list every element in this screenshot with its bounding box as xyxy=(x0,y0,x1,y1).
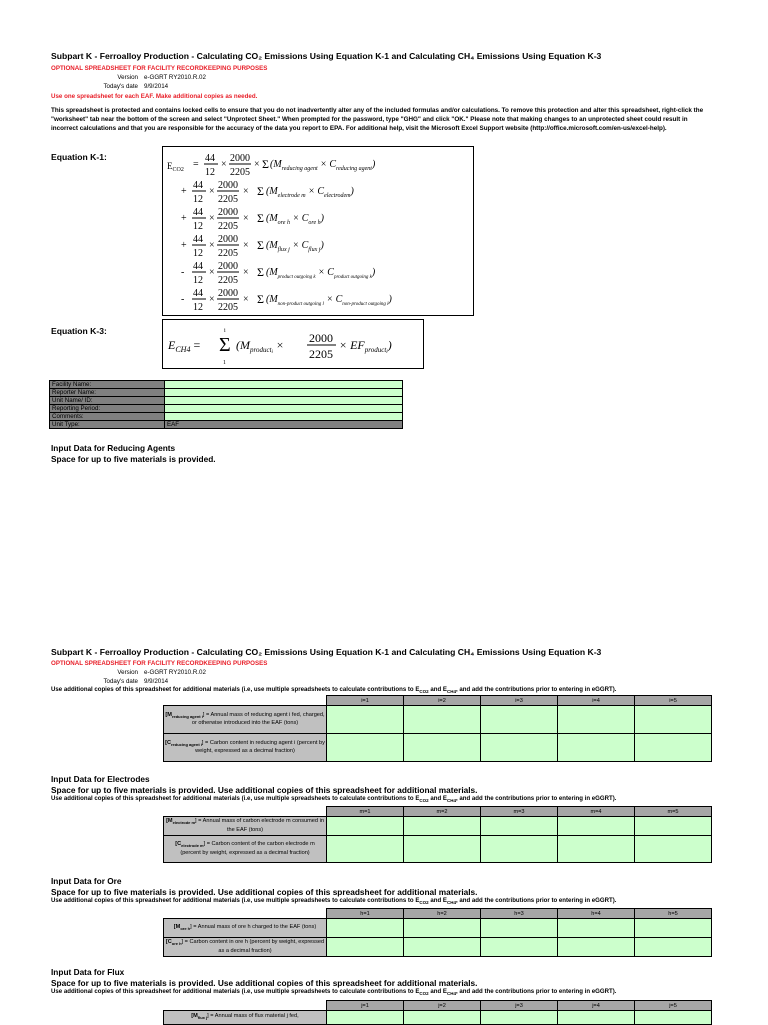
svg-text:44: 44 xyxy=(193,207,203,218)
column-header: h=2 xyxy=(404,909,481,919)
use-note: Use additional copies of this spreadsheet for additional materials (i.e, use multiple spreadsheets to calculate contributions to $E_{CO2}$ and $E_{CH4}$, and add the contributions prior to entering in eGGRT). xyxy=(51,988,617,997)
svg-text:44: 44 xyxy=(193,180,203,191)
reducing-heading: Input Data for Reducing Agents xyxy=(51,443,176,453)
input-cell[interactable] xyxy=(481,706,558,734)
input-cell[interactable] xyxy=(327,817,404,836)
svg-text:(Mreducing agent × Creducing a: $(M_{reducing agent} \times C_{reducing agent})$ xyxy=(270,159,376,172)
svg-text:2000: 2000 xyxy=(218,288,238,299)
svg-text:2205: 2205 xyxy=(218,275,238,286)
svg-text:×: × xyxy=(209,186,215,197)
svg-text:+: + xyxy=(181,213,187,224)
input-cell[interactable] xyxy=(327,836,404,863)
reducing-agent-table xyxy=(163,695,712,762)
svg-text:12: 12 xyxy=(205,167,215,178)
input-cell[interactable] xyxy=(481,734,558,762)
svg-text:12: 12 xyxy=(193,221,203,232)
svg-text:Σ: Σ xyxy=(257,265,264,279)
table-row xyxy=(164,836,712,863)
page2-version-value: e-GGRT RY2010.R.02 xyxy=(144,669,206,676)
column-header: h=3 xyxy=(481,909,558,919)
svg-text:12: 12 xyxy=(193,275,203,286)
svg-text:12: 12 xyxy=(193,194,203,205)
input-cell[interactable] xyxy=(327,1011,404,1025)
svg-text:×: × xyxy=(221,159,227,170)
electrodes-subheading: Space for up to five materials is provided. Use additional copies of this spreadsheet for additional materials. xyxy=(51,785,478,795)
table-row xyxy=(164,919,712,938)
date-line xyxy=(51,83,168,90)
table-row xyxy=(164,706,712,734)
use-note: Use additional copies of this spreadsheet for additional materials (i.e, use multiple spreadsheets to calculate contributions to $E_{CO2}$ and $E_{CH4}$, and add the contributions prior to entering in eGGRT). xyxy=(51,897,617,906)
column-header: i=3 xyxy=(481,696,558,706)
input-cell[interactable] xyxy=(404,938,481,957)
svg-text:2000: 2000 xyxy=(218,207,238,218)
column-header: m=4 xyxy=(558,807,635,817)
column-header: i=2 xyxy=(404,696,481,706)
row-description: $[M_{ore h}]$ = Annual mass of ore h charged to the EAF (tons) xyxy=(164,919,327,938)
unit-type-label: Unit Type: xyxy=(50,421,165,429)
column-header: j=5 xyxy=(635,1001,712,1011)
equation-k1-box xyxy=(162,146,474,316)
svg-text:(Mflux j × Cflux j): $(M_{flux j} \times C_{flux j})$ xyxy=(266,240,324,253)
equation-k3-formula xyxy=(163,320,423,368)
svg-text:Σ: Σ xyxy=(219,334,231,356)
facility-row xyxy=(50,381,403,389)
svg-text:44: 44 xyxy=(193,288,203,299)
version-line xyxy=(51,74,206,81)
svg-text:×: × xyxy=(243,294,249,305)
svg-text:Σ: Σ xyxy=(262,157,269,171)
svg-text:(Melectrode m × Celectrodem): $(M_{electrode m} \times C_{electrodem})$ xyxy=(266,186,354,199)
input-cell[interactable] xyxy=(481,836,558,863)
optional-note: OPTIONAL SPREADSHEET FOR FACILITY RECORDKEEPING PURPOSES xyxy=(51,65,268,72)
input-cell[interactable] xyxy=(404,836,481,863)
row-description: $[M_{reducing agent i}]$ = Annual mass of reducing agent i fed, charged, or otherwise introduced into the EAF (tons) xyxy=(164,706,327,734)
svg-text:×: × xyxy=(209,294,215,305)
input-cell[interactable] xyxy=(327,919,404,938)
svg-text:1: 1 xyxy=(223,360,226,366)
column-header: m=2 xyxy=(404,807,481,817)
column-header: h=4 xyxy=(558,909,635,919)
svg-text:+: + xyxy=(181,186,187,197)
input-cell[interactable] xyxy=(635,817,712,836)
input-cell[interactable] xyxy=(635,836,712,863)
column-header: i=1 xyxy=(327,696,404,706)
page2-version-line xyxy=(51,669,206,676)
column-header: j=1 xyxy=(327,1001,404,1011)
svg-text:Σ: Σ xyxy=(257,292,264,306)
input-cell[interactable] xyxy=(327,938,404,957)
svg-text:=: = xyxy=(193,159,199,170)
input-cell[interactable] xyxy=(558,919,635,938)
equation-k3-box xyxy=(162,319,424,369)
input-cell[interactable] xyxy=(558,938,635,957)
reporting-period-input[interactable] xyxy=(165,405,403,413)
column-header: h=5 xyxy=(635,909,712,919)
facility-name-input[interactable] xyxy=(165,381,403,389)
svg-text:2205: 2205 xyxy=(218,194,238,205)
svg-text:-: - xyxy=(181,267,185,278)
ore-table xyxy=(163,908,712,957)
page2-version-label: Version xyxy=(117,669,138,676)
svg-text:2205: 2205 xyxy=(230,167,250,178)
version-value: e-GGRT RY2010.R.02 xyxy=(144,74,206,81)
svg-text:×: × xyxy=(209,267,215,278)
row-description: $[M_{electrode m}]$ = Annual mass of carbon electrode m consumed in the EAF (tons) xyxy=(164,817,327,836)
facility-row xyxy=(50,405,403,413)
date-value: 9/9/2014 xyxy=(144,83,169,90)
comments-label: Comments: xyxy=(50,413,165,421)
svg-text:× EFproducti): × $EF_{product}i$) xyxy=(339,338,392,355)
svg-text:×: × xyxy=(243,267,249,278)
version-label: Version xyxy=(117,74,138,81)
input-cell[interactable] xyxy=(327,734,404,762)
use-note: Use additional copies of this spreadsheet for additional materials (i.e, use multiple spreadsheets to calculate contributions to $E_{CO2}$ and $E_{CH4}$, and add the contributions prior to entering in eGGRT). xyxy=(51,686,617,695)
input-cell[interactable] xyxy=(481,1011,558,1025)
equation-k1-formula xyxy=(163,147,473,315)
svg-text:(Mproduct outgoing k × Cproduc: $(M_{product outgoing k} \times C_{product outgoing k})$ xyxy=(266,267,376,280)
column-header: i=4 xyxy=(558,696,635,706)
input-cell[interactable] xyxy=(404,817,481,836)
column-header: m=3 xyxy=(481,807,558,817)
input-cell[interactable] xyxy=(404,1011,481,1025)
facility-name-label: Facility Name: xyxy=(50,381,165,389)
svg-text:2000: 2000 xyxy=(309,331,333,345)
input-cell[interactable] xyxy=(481,817,558,836)
svg-text:44: 44 xyxy=(193,234,203,245)
facility-row xyxy=(50,413,403,421)
unit-type-value: EAF xyxy=(165,421,403,429)
svg-text:44: 44 xyxy=(193,261,203,272)
svg-text:2205: 2205 xyxy=(218,302,238,313)
svg-text:×: × xyxy=(209,240,215,251)
svg-text:2205: 2205 xyxy=(218,221,238,232)
electrode-table xyxy=(163,806,712,863)
column-header: h=1 xyxy=(327,909,404,919)
page-title: Subpart K - Ferroalloy Production - Calculating CO₂ Emissions Using Equation K-1 and Calculating CH₄ Emissions Using Equation K-3 xyxy=(51,51,602,61)
page2-date-label: Today's date xyxy=(103,678,138,685)
column-header: m=1 xyxy=(327,807,404,817)
input-cell[interactable] xyxy=(558,1011,635,1025)
equation-k3-label: Equation K-3: xyxy=(51,326,107,336)
svg-text:Σ: Σ xyxy=(257,238,264,252)
input-cell[interactable] xyxy=(558,706,635,734)
svg-text:(Mnon-product outgoing l × Cno: $(M_{non-product outgoing l} \times C_{non-product outgoing l})$ xyxy=(266,294,392,307)
table-row xyxy=(164,817,712,836)
svg-text:2000: 2000 xyxy=(218,261,238,272)
column-header: j=4 xyxy=(558,1001,635,1011)
page2-date-value: 9/9/2014 xyxy=(144,678,169,685)
facility-row xyxy=(50,389,403,397)
svg-text:2000: 2000 xyxy=(218,180,238,191)
input-cell[interactable] xyxy=(404,919,481,938)
ore-subheading: Space for up to five materials is provided. Use additional copies of this spreadsheet for additional materials. xyxy=(51,887,478,897)
svg-text:(More h × Core h): $(M_{ore h} \times C_{ore h})$ xyxy=(266,213,324,226)
svg-text:×: × xyxy=(243,240,249,251)
row-description: $[C_{ore h}]$ = Carbon content in ore h (percent by weight, expressed as a decimal fraction) xyxy=(164,938,327,957)
svg-text:Σ: Σ xyxy=(257,184,264,198)
facility-row xyxy=(50,397,403,405)
input-cell[interactable] xyxy=(558,836,635,863)
svg-text:×: × xyxy=(243,186,249,197)
svg-text:44: 44 xyxy=(205,153,215,164)
svg-text:2205: 2205 xyxy=(309,347,333,361)
comments-input[interactable] xyxy=(165,413,403,421)
input-cell[interactable] xyxy=(635,938,712,957)
column-header: j=3 xyxy=(481,1001,558,1011)
table-row xyxy=(164,1011,712,1025)
unit-name-label: Unit Name/ ID: xyxy=(50,397,165,405)
column-header: j=2 xyxy=(404,1001,481,1011)
input-cell[interactable] xyxy=(558,734,635,762)
svg-text:Σ: Σ xyxy=(257,211,264,225)
input-cell[interactable] xyxy=(327,706,404,734)
use-note: Use additional copies of this spreadsheet for additional materials (i.e, use multiple spreadsheets to calculate contributions to $E_{CO2}$ and $E_{CH4}$, and add the contributions prior to entering in eGGRT). xyxy=(51,795,617,804)
protection-notice: This spreadsheet is protected and contains locked cells to ensure that you do not inadvertently alter any of the included formulas and/or calculations. To remove this protection and alter this spreadsheet, right-click the "worksheet" tab near the bottom of the screen and select "Unprotect Sheet." When prompted for the password, type "GHG" and click "OK." Please note that making changes to an unprotected sheet could result in incorrect calculations and that you are responsible for the accuracy of the data you report to EPA. For additional help, visit the Microsoft Excel Support website (http://office.microsoft.com/en-us/excel-help). xyxy=(51,107,704,132)
reporter-name-input[interactable] xyxy=(165,389,403,397)
flux-heading: Input Data for Flux xyxy=(51,967,125,977)
svg-text:2000: 2000 xyxy=(230,153,250,164)
input-cell[interactable] xyxy=(635,919,712,938)
input-cell[interactable] xyxy=(635,706,712,734)
input-cell[interactable] xyxy=(404,706,481,734)
table-row xyxy=(164,734,712,762)
input-cell[interactable] xyxy=(635,1011,712,1025)
svg-text:×: × xyxy=(209,213,215,224)
page2-date-line xyxy=(51,678,168,685)
reporting-period-label: Reporting Period: xyxy=(50,405,165,413)
input-cell[interactable] xyxy=(404,734,481,762)
svg-text:2205: 2205 xyxy=(218,248,238,259)
svg-text:×: × xyxy=(243,213,249,224)
flux-subheading: Space for up to five materials is provided. Use additional copies of this spreadsheet for additional materials. xyxy=(51,978,478,988)
equation-k1-label: Equation K-1: xyxy=(51,152,107,162)
electrodes-heading: Input Data for Electrodes xyxy=(51,774,150,784)
facility-info-table xyxy=(49,380,403,429)
svg-text:i: i xyxy=(224,328,226,334)
ore-heading: Input Data for Ore xyxy=(51,876,122,886)
flux-table xyxy=(163,1000,712,1025)
input-cell[interactable] xyxy=(481,938,558,957)
one-sheet-note: Use one spreadsheet for each EAF. Make additional copies as needed. xyxy=(51,93,258,100)
reporter-name-label: Reporter Name: xyxy=(50,389,165,397)
table-row xyxy=(164,938,712,957)
column-header: m=5 xyxy=(635,807,712,817)
input-cell[interactable] xyxy=(635,734,712,762)
input-cell[interactable] xyxy=(481,919,558,938)
svg-text:(Mproducti ×: ($M_{product}i$ × xyxy=(236,338,285,355)
svg-text:12: 12 xyxy=(193,302,203,313)
row-description: $[C_{reducing agent i}]$ = Carbon content in reducing agent i (percent by weight, expressed as a decimal fraction) xyxy=(164,734,327,762)
svg-text:-: - xyxy=(181,294,185,305)
svg-text:+: + xyxy=(181,240,187,251)
facility-row xyxy=(50,421,403,429)
reducing-subheading: Space for up to five materials is provided. xyxy=(51,454,216,464)
svg-text:2000: 2000 xyxy=(218,234,238,245)
row-description: $[C_{electrode m}]$ = Carbon content of the carbon electrode m (percent by weight, expressed as a decimal fraction) xyxy=(164,836,327,863)
input-cell[interactable] xyxy=(558,817,635,836)
page2-optional-note: OPTIONAL SPREADSHEET FOR FACILITY RECORDKEEPING PURPOSES xyxy=(51,660,268,667)
column-header: i=5 xyxy=(635,696,712,706)
svg-text:×: × xyxy=(254,159,260,170)
svg-text:ECO2: $E_{CO2}$ xyxy=(167,161,184,173)
page2-title: Subpart K - Ferroalloy Production - Calculating CO₂ Emissions Using Equation K-1 and Calculating CH₄ Emissions Using Equation K-3 xyxy=(51,647,602,657)
svg-text:ECH4 =: $E_{CH4}$ = xyxy=(168,338,201,354)
date-label: Today's date xyxy=(103,83,138,90)
row-description: $[M_{flux j}]$ = Annual mass of flux material j fed, xyxy=(164,1011,327,1025)
unit-name-input[interactable] xyxy=(165,397,403,405)
svg-text:12: 12 xyxy=(193,248,203,259)
